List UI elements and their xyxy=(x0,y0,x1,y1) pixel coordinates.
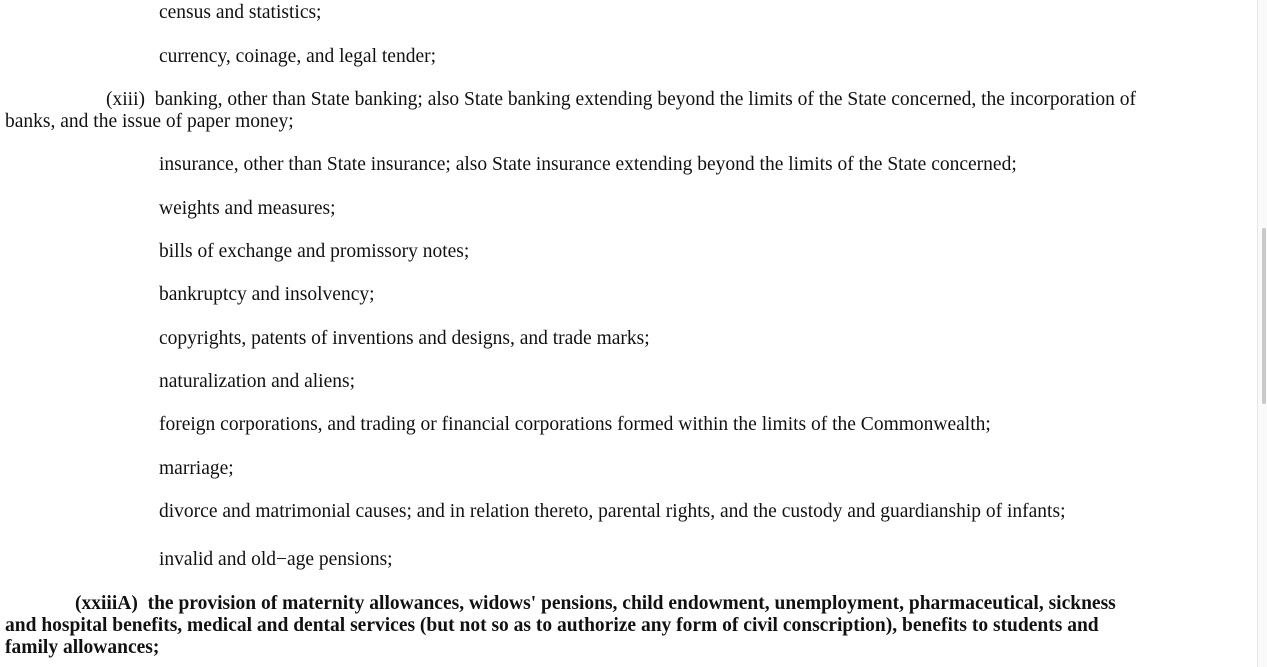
item-text: copyrights, patents of inventions and designs, and trade marks; xyxy=(159,328,650,349)
item-text: marriage; xyxy=(159,458,234,479)
item-text-continued: family allowances; xyxy=(5,637,160,658)
item-text: banking, other than State banking; also State banking extending beyond the limits of the State concerned, the incorporation of xyxy=(154,89,1137,110)
item-text: invalid and old−age pensions; xyxy=(159,549,393,570)
item-text: census and statistics; xyxy=(159,2,322,23)
item-first-line xyxy=(106,89,1136,111)
item-text: naturalization and aliens; xyxy=(159,371,356,392)
item-text: foreign corporations, and trading or financial corporations formed within the limits of the Commonwealth; xyxy=(159,414,991,435)
item-text-continued: and hospital benefits, medical and dental services (but not so as to authorize any form of civil conscription), benefits to students and xyxy=(5,615,1099,636)
item-number: (xiii) xyxy=(106,89,145,110)
item-number: (xxiiiA) xyxy=(75,593,138,614)
vertical-scrollbar[interactable] xyxy=(1257,0,1267,667)
item-text: currency, coinage, and legal tender; xyxy=(159,46,437,67)
item-first-line xyxy=(75,593,1116,615)
item-text: bankruptcy and insolvency; xyxy=(159,284,375,305)
item-text: divorce and matrimonial causes; and in relation thereto, parental rights, and the custody and guardianship of infants; xyxy=(159,501,1066,522)
item-text: insurance, other than State insurance; also State insurance extending beyond the limits of the State concerned; xyxy=(159,154,1017,175)
item-text: the provision of maternity allowances, widows' pensions, child endowment, unemployment, pharmaceutical, sickness xyxy=(147,593,1116,614)
scrollbar-thumb[interactable] xyxy=(1262,228,1266,404)
item-text: bills of exchange and promissory notes; xyxy=(159,241,470,262)
item-text: weights and measures; xyxy=(159,198,336,219)
item-text-continued: banks, and the issue of paper money; xyxy=(5,111,294,132)
